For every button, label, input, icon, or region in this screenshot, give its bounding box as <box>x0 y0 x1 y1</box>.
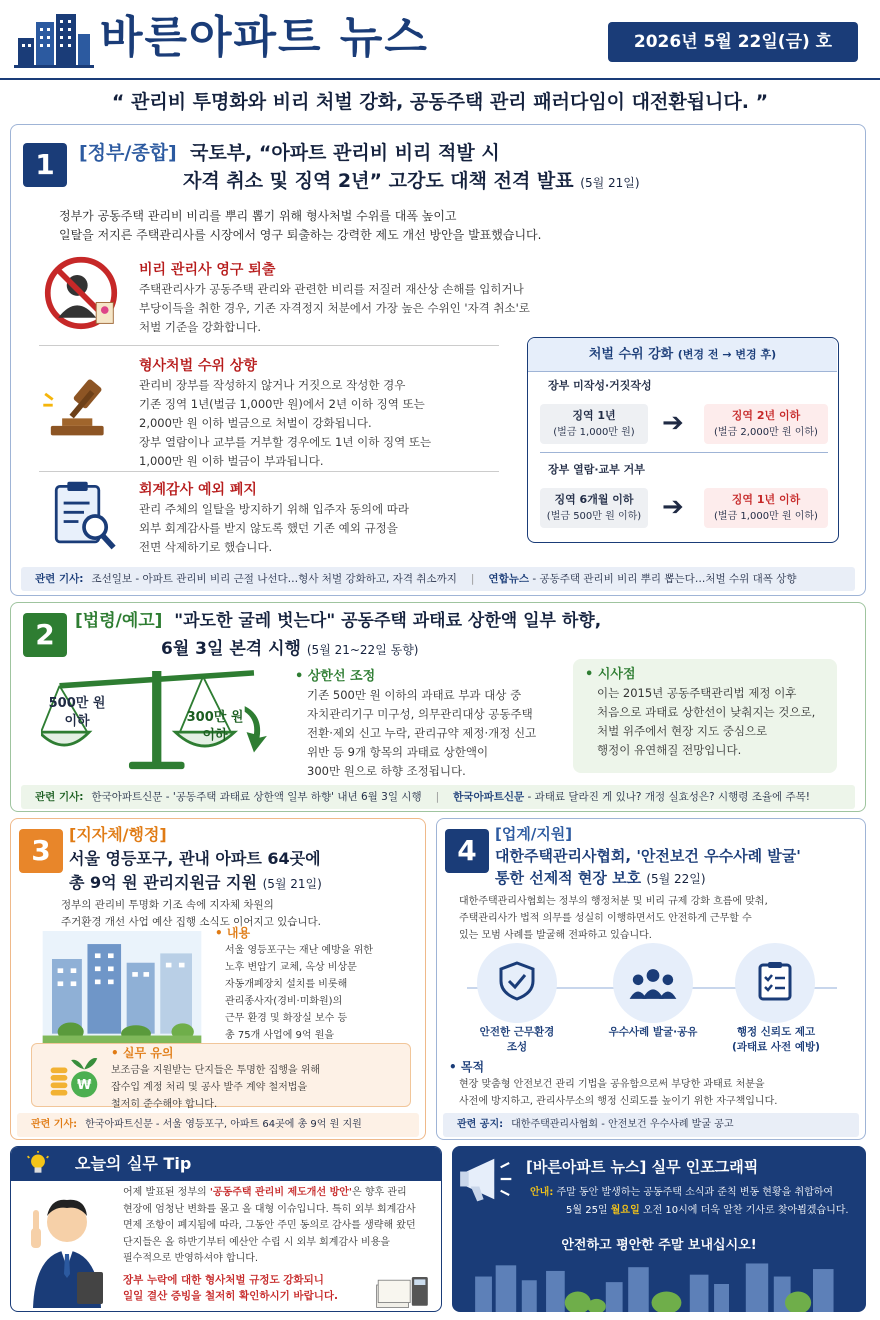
section-3-intro: 정부의 관리비 투명화 기조 속에 지자체 차원의 주거환경 개선 사업 예산 집행 소식도 이어지고 있습니다. <box>61 899 321 928</box>
divider <box>540 452 828 453</box>
item-permanent-expulsion: 비리 관리사 영구 퇴출 주택관리사가 공동주택 관리와 관련한 비리를 저질러 재산상 손해를 입히거나 부당이득을 취한 경우, 기존 자격정지 처분에서 가장 높은 수위인 '자격 취소'로 처벌 기준을 강화합니다. <box>139 262 530 334</box>
section-3-number: 3 <box>19 829 63 873</box>
building-logo-icon <box>14 12 94 68</box>
section-4-intro: 대한주택관리사협회는 정부의 행정처분 및 비리 규제 강화 흐름에 맞춰, 주택관리사가 법적 의무를 성실히 이행하면서도 안전하게 근무할 수 있는 모범 사례를 발굴해 전파하고 있습니다. <box>459 896 768 941</box>
icon-label-1: 안전한 근무환경 조성 <box>479 1026 555 1053</box>
related-link[interactable]: 한국아파트신문 - 과태료 달라진 게 있나? 개정 실효성은? 시행령 조율에 주목! <box>453 791 810 803</box>
scale-right-label: 300만 원 이하 <box>186 710 244 743</box>
section-1 <box>10 124 866 596</box>
section-1-number: 1 <box>23 143 67 187</box>
implications: • 시사점 이는 2015년 공동주택관리법 제정 이후 처음으로 과태료 상한선이 낮춰지는 것으로, 처벌 위주에서 현장 지도 중심으로 행정이 유연해질 전망입니다. <box>585 667 816 757</box>
cap-adjustment: • 상한선 조정 기존 500만 원 이하의 과태료 부과 대상 중 자치관리기구 미구성, 의무관리대상 공동주택 전환·제외 신고 누락, 관리규약 제정·개정 신고 위반 등 9개 항목의 과태료 상한액이 300만 원으로 하향 조정됩니다. <box>295 669 537 778</box>
section-3-caution: • 실무 유의 보조금을 지원받는 단지들은 투명한 집행을 위해 잡수입 계정 처리 및 공사 발주 계약 철저법을 철저히 준수해야 합니다. <box>111 1046 321 1110</box>
scale-left-label: 500만 원 이하 <box>48 696 106 729</box>
table-title: 처벌 수위 강화 (변경 전 → 변경 후) <box>528 338 837 372</box>
megaphone-icon <box>458 1152 522 1206</box>
people-group-icon <box>627 967 679 1001</box>
section-3 <box>10 818 426 1140</box>
related-link[interactable]: 대한주택관리사협회 - 안전보건 우수사례 발굴 공고 <box>511 1119 734 1130</box>
arrow-right-icon: ➔ <box>662 408 684 438</box>
practice-tip-box <box>10 1146 442 1312</box>
tip-title: 오늘의 실무 Tip <box>75 1154 192 1173</box>
after-cell: 징역 2년 이하 (벌금 2,000만 원 이하) <box>704 404 828 444</box>
presenter-avatar <box>15 1187 115 1309</box>
related-link[interactable]: 연합뉴스 - 공동주택 관리비 비리 뿌리 뽑는다…처벌 수위 대폭 상향 <box>488 573 797 585</box>
section-2-related: 관련 기사: 한국아파트신문 - '공동주택 과태료 상한액 일부 하향' 내년 6월 3일 시행 | 한국아파트신문 - 과태료 달라진 게 있나? 개정 실효성은? 시행령 조율에 주목! <box>21 785 855 809</box>
section-4-related: 관련 공지: 대한주택관리사협회 - 안전보건 우수사례 발굴 공고 <box>443 1113 859 1137</box>
tip-body: 어제 발표된 정부의 '공동주택 관리비 제도개선 방안'은 향후 관리 현장에 엄청난 변화를 몰고 올 대형 이슈입니다. 특히 외부 회계감사 면제 조항이 폐지됨에 따라, 그동안 주민 동의로 감사를 생략해 왔던 단지들은 올 하반기부터 예산안 수립 시 외부 회계감사 비용을 필수적으로 반영하셔야 합니다. 장부 누락에 대한 형사처벌 규정도 강화되니 일일 결산 증빙을 철저히 확인하시기 바랍니다. <box>123 1187 416 1302</box>
section-3-contents: • 내용 서울 영등포구는 재난 예방을 위한 노후 변압기 교체, 옥상 비상문 자동개폐장치 설치를 비롯해 관리종사자(경비·미화원)의 근무 환경 및 화장실 보수 등 총 75개 사업에 9억 원을 <box>215 926 373 1041</box>
gavel-icon <box>43 375 119 441</box>
issue-date: 2026년 5월 22일(금) 호 <box>608 22 858 62</box>
section-4 <box>436 818 866 1140</box>
section-2 <box>10 602 866 812</box>
item-criminal-penalty: 형사처벌 수위 상향 관리비 장부를 작성하지 않거나 거짓으로 작성한 경우 기존 징역 1년(벌금 1,000만 원)에서 2년 이하 징역 또는 2,000만 원 이하 벌금으로 처벌이 강화됩니다. 장부 열람이나 교부를 거부할 경우에도 1년 이하 징역 또는 1,000만 원 이하 벌금이 부과됩니다. <box>139 358 432 468</box>
arrow-right-icon: ➔ <box>662 492 684 522</box>
checklist-icon <box>757 961 793 1001</box>
section-4-title: [업계/지원] 대한주택관리사협회, '안전보건 우수사례 발굴' 통한 선제적 현장 보호 (5월 22일) <box>495 825 801 887</box>
headline-quote: “ 관리비 투명화와 비리 처벌 강화, 공동주택 관리 패러다임이 대전환됩니다. ” <box>111 91 769 113</box>
related-link[interactable]: 한국아파트신문 - '공동주택 과태료 상한액 일부 하향' 내년 6월 3일 시행 <box>91 791 422 803</box>
related-link[interactable]: 조선일보 - 아파트 관리비 비리 근절 나선다…형사 처벌 강화하고, 자격 취소까지 <box>91 573 457 585</box>
masthead-title: 바른아파트 뉴스 <box>100 12 429 63</box>
apartment-complex-illustration <box>37 931 207 1043</box>
after-cell: 징역 1년 이하 (벌금 1,000만 원 이하) <box>704 488 828 528</box>
section-3-title: [지자체/행정] 서울 영등포구, 관내 아파트 64곳에 총 9억 원 관리지원금 지원 (5월 21일) <box>69 825 322 892</box>
section-4-purpose: • 목적 현장 맞춤형 안전보건 관리 기법을 공유함으로써 부당한 과태료 처분을 사전에 방지하고, 관리사무소의 행정 신뢰도를 높이기 위한 자구책입니다. <box>449 1060 778 1107</box>
icon-label-3: 행정 신뢰도 제고 (과태료 사전 예방) <box>732 1026 820 1053</box>
section-3-related: 관련 기사: 한국아파트신문 - 서울 영등포구, 아파트 64곳에 총 9억 원 지원 <box>17 1113 419 1137</box>
city-skyline-illustration <box>452 1256 866 1312</box>
section-2-number: 2 <box>23 613 67 657</box>
documents-calculator-icon <box>369 1269 437 1309</box>
divider <box>39 471 499 472</box>
before-cell: 징역 1년 (벌금 1,000만 원) <box>540 404 648 444</box>
icon-safe-workplace <box>477 943 557 1023</box>
svg-text:₩: ₩ <box>76 1078 92 1093</box>
info-closing: 안전하고 평안한 주말 보내십시오! <box>561 1238 757 1253</box>
icon-best-practice <box>613 943 693 1023</box>
section-1-intro: 정부가 공동주택 관리비 비리를 뿌리 뽑기 위해 형사처벌 수위를 대폭 높이고 일탈을 저지른 주택관리사를 시장에서 영구 퇴출하는 강력한 제도 개선 방안을 발표했습니다. <box>59 209 542 242</box>
section-1-title: [정부/종합] 국토부, “아파트 관리비 비리 적발 시 자격 취소 및 징역 2년” 고강도 대책 전격 발표 (5월 21일) <box>79 142 640 192</box>
icon-label-2: 우수사례 발굴·공유 <box>608 1026 698 1038</box>
before-cell: 징역 6개월 이하 (벌금 500만 원 이하) <box>540 488 648 528</box>
row-label: 장부 열람·교부 거부 <box>548 463 645 476</box>
row-label: 장부 미작성·거짓작성 <box>548 379 652 392</box>
icon-admin-trust <box>735 943 815 1023</box>
section-4-number: 4 <box>445 829 489 873</box>
lightbulb-icon <box>25 1151 51 1177</box>
penalty-comparison-table <box>527 337 839 543</box>
infographic-box <box>452 1146 866 1312</box>
divider <box>39 345 499 346</box>
masthead <box>0 0 880 80</box>
section-1-related: 관련 기사: 조선일보 - 아파트 관리비 비리 근절 나선다…형사 처벌 강화하고, 자격 취소까지 | 연합뉴스 - 공동주택 관리비 비리 뿌리 뽑는다…처벌 수위 대폭 상향 <box>21 567 855 591</box>
item-audit-exception-removed: 회계감사 예외 폐지 관리 주체의 일탈을 방지하기 위해 입주자 동의에 따라 외부 회계감사를 받지 않도록 했던 기존 예외 규정을 전면 삭제하기로 했습니다. <box>139 482 409 554</box>
audit-clipboard-icon <box>47 479 121 553</box>
section-2-title: [법령/예고] "과도한 굴레 벗는다" 공동주택 과태료 상한액 일부 하향, 6월 3일 본격 시행 (5월 21~22일 동향) <box>75 611 602 659</box>
shield-check-icon <box>497 961 537 1001</box>
related-link[interactable]: 한국아파트신문 - 서울 영등포구, 아파트 64곳에 총 9억 원 지원 <box>85 1119 362 1130</box>
info-title: [바른아파트 뉴스] 실무 인포그래픽 <box>526 1158 759 1176</box>
prohibited-person-icon <box>43 255 119 331</box>
coin-plant-icon <box>45 1047 101 1103</box>
info-body: 안내: 주말 동안 발생하는 공동주택 소식과 준칙 변동 현황을 취합하여 5월 25일 월요일 오전 10시에 더욱 알찬 기사로 찾아뵙겠습니다. <box>530 1187 849 1216</box>
